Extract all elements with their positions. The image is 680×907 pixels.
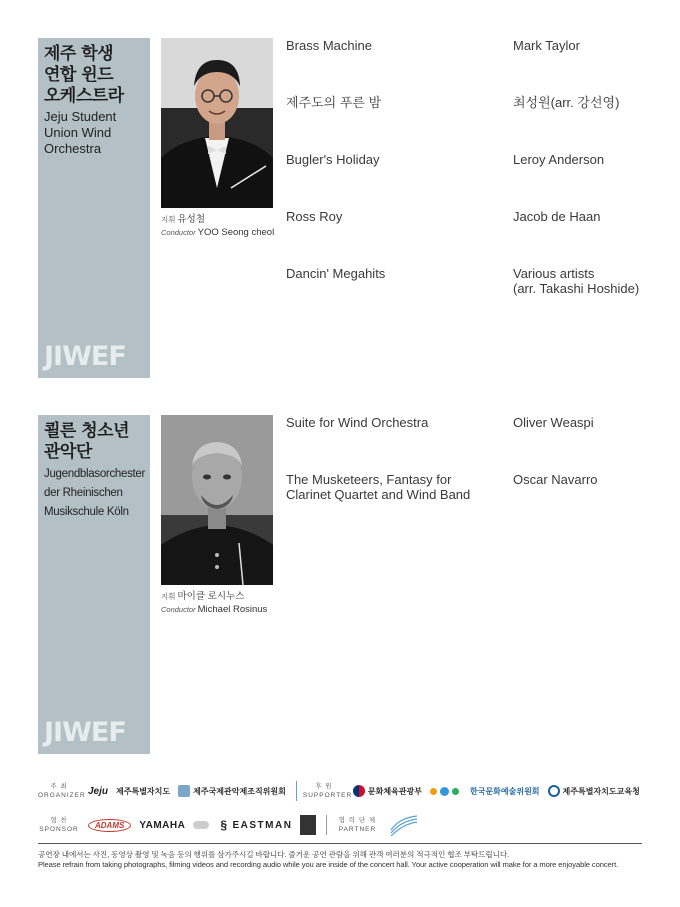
piece-title: The Musketeers, Fantasy for Clarinet Quartet and Wind Band: [286, 472, 471, 502]
arts-council-logo: 한국문화예술위원회: [469, 786, 540, 796]
jiwef-mark-icon: [178, 785, 190, 797]
jiwef-committee-logo: 제주국제관악제조직위원회: [178, 785, 286, 797]
eastman-mark-icon: §: [220, 818, 229, 832]
conductor-photo: [161, 38, 273, 208]
composer-name: 최성원(arr. 강선영): [513, 95, 620, 110]
taegeuk-icon: [353, 785, 365, 797]
colorful-dots-logo: [430, 787, 462, 796]
emblem-icon: [548, 785, 560, 797]
conductor-caption: 지휘 유성철 Conductor YOO Seong cheol: [161, 214, 275, 238]
partner-square-icon: [300, 815, 316, 835]
concert-hall-notice: [38, 850, 648, 870]
ensemble-name-panel: [38, 38, 150, 378]
organizer-label: 주 최 ORGANIZER: [38, 783, 86, 799]
piece-title: Dancin' Megahits: [286, 266, 386, 281]
eastman-logo: § EASTMAN: [220, 818, 293, 832]
jiwef-logo-text: JIWEF: [44, 717, 126, 748]
piece-title: Bugler's Holiday: [286, 152, 380, 167]
conductor-caption: 지휘 마이클 로시누스 Conductor Michael Rosinus: [161, 591, 268, 615]
composer-name: Leroy Anderson: [513, 152, 605, 167]
divider: [296, 781, 297, 801]
partner-label: 협 력 단 체 PARTNER: [338, 817, 377, 833]
footer-rule: [38, 843, 642, 844]
piece-title: Suite for Wind Orchestra: [286, 415, 429, 430]
composer-name: Various artists (arr. Takashi Hoshide): [513, 266, 640, 296]
script-brand-logo: [193, 821, 212, 829]
dot-icon: [430, 788, 437, 795]
composer-name: Jacob de Haan: [513, 209, 601, 224]
wave-lines-icon: [389, 814, 419, 836]
composer-name: Oliver Weaspi: [513, 415, 594, 430]
script-brand-icon: [193, 821, 209, 829]
sponsor-label: 협 찬 SPONSOR: [39, 817, 79, 833]
jiwef-logo-text: JIWEF: [44, 341, 126, 372]
ensemble-section-jeju: [38, 38, 658, 378]
yamaha-logo: YAMAHA: [139, 819, 186, 831]
notice-en: Please refrain from taking photographs, filming videos and recording audio while you are inside of the concert hall. Your active cooperation will make for a more enjoyable concert.: [38, 860, 619, 869]
jeju-education-logo: 제주특별자치도교육청: [548, 785, 640, 797]
organizer-supporter-row: [38, 778, 640, 804]
ensemble-title-en: Jugendblasorchester der Rheinischen Musikschule Köln: [44, 468, 146, 518]
composer-name: Oscar Navarro: [513, 472, 598, 487]
wwbf-logo: [389, 814, 419, 836]
piece-title: Brass Machine: [286, 38, 372, 53]
conductor-photo: [161, 415, 273, 585]
dot-icon: [452, 788, 459, 795]
composer-name: Mark Taylor: [513, 38, 580, 53]
supporter-label: 후 원 SUPPORTER: [302, 783, 353, 799]
ensemble-title-en: Jeju Student Union Wind Orchestra: [44, 109, 117, 156]
ensemble-section-koeln: [38, 415, 658, 754]
piece-title: Ross Roy: [286, 209, 343, 224]
jeju-logo: Jeju: [88, 785, 109, 797]
ensemble-name-panel: [38, 415, 150, 754]
dot-icon: [440, 787, 449, 796]
adams-logo: ADAMS: [88, 819, 131, 832]
ministry-culture-logo: 문화체육관광부: [353, 785, 422, 797]
jeju-province-logo: 제주특별자치도: [116, 786, 171, 796]
notice-kr: 공연장 내에서는 사진, 동영상 촬영 및 녹음 등의 행위를 삼가주시길 바랍니다. 즐거운 공연 관람을 위해 관객 여러분의 적극적인 협조 부탁드립니다.: [38, 850, 510, 859]
partner-square-logo: [300, 815, 316, 835]
divider: [326, 815, 327, 835]
ensemble-title-kr: 제주 학생 연합 윈드 오케스트라: [44, 44, 124, 106]
ensemble-title-kr: 쾰른 청소년 관악단: [44, 421, 130, 462]
credits-logos: [38, 778, 642, 838]
sponsor-partner-row: [38, 812, 419, 838]
piece-title: 제주도의 푸른 밤: [286, 95, 382, 110]
